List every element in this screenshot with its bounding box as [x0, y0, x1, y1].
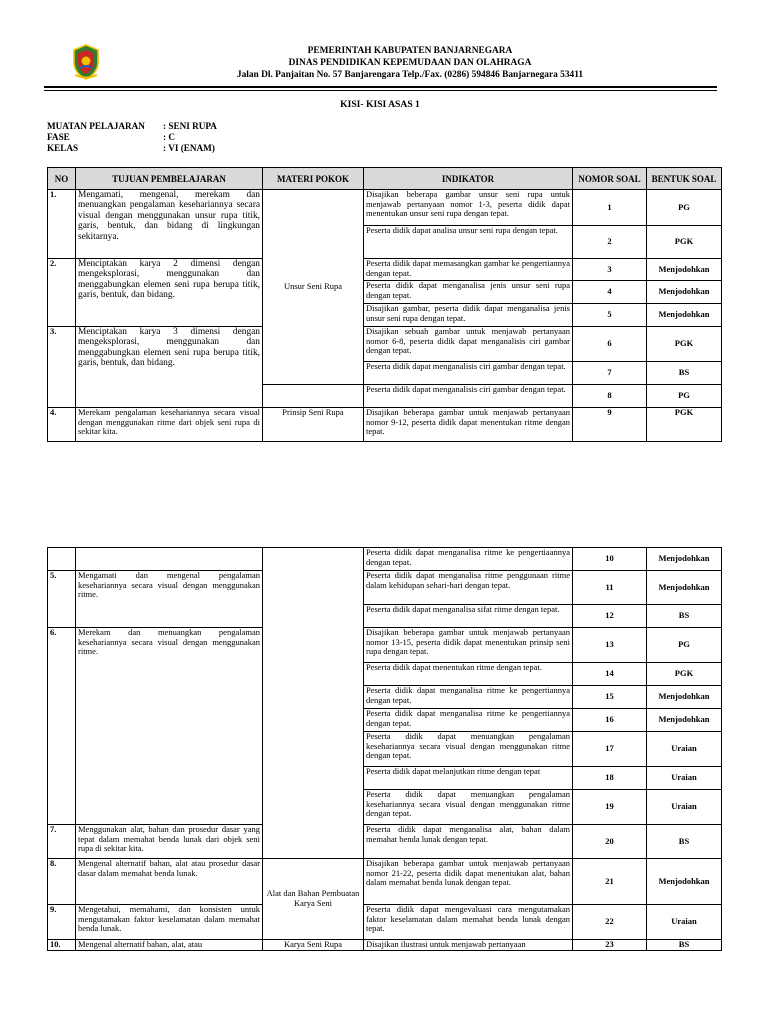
- table-row: [48, 628, 722, 663]
- question-number: 1: [573, 190, 647, 226]
- indicator: Disajikan ilustrasi untuk menjawab pertanyaan: [364, 940, 573, 951]
- tp-text: Menciptakan karya 3 dimensi dengan mengeksplorasi, menggunakan dan menggabungkan elemen seni rupa berupa titik, garis, bentuk, dan bidang.: [76, 327, 263, 408]
- meta-label: KELAS: [47, 143, 79, 153]
- question-type: Menjodohkan: [647, 281, 722, 304]
- column-header: TUJUAN PEMBELAJARAN: [76, 168, 263, 190]
- question-number: 23: [573, 940, 647, 951]
- tp-number: 7.: [48, 825, 76, 859]
- letterhead-agency: DINAS PENDIDIKAN KEPEMUDAAN DAN OLAHRAGA: [288, 58, 532, 68]
- column-header: NO: [48, 168, 76, 190]
- table-row: [48, 905, 722, 940]
- meta-value: : VI (ENAM): [163, 143, 215, 153]
- question-type: BS: [647, 362, 722, 385]
- meta-label: MUATAN PELAJARAN: [47, 121, 145, 131]
- indicator: Peserta didik dapat memasangkan gambar ke pengertiannya dengan tepat.: [364, 259, 573, 281]
- question-number: 19: [573, 790, 647, 825]
- question-number: 17: [573, 732, 647, 767]
- tp-number: 2.: [48, 259, 76, 327]
- table-row: [48, 190, 722, 226]
- letterhead-address: Jalan Dl. Panjaitan No. 57 Banjarengara Telp./Fax. (0286) 594846 Banjarnegara 53411: [236, 70, 584, 80]
- tp-number-empty: [48, 548, 76, 571]
- question-type: PGK: [647, 327, 722, 362]
- table-row: [48, 571, 722, 605]
- indicator: Peserta didik dapat menganalisis ciri gambar dengan tepat.: [364, 385, 573, 408]
- question-type: PGK: [647, 226, 722, 259]
- question-type: Uraian: [647, 732, 722, 767]
- table-row: [48, 408, 722, 442]
- letterhead-government: PEMERINTAH KABUPATEN BANJARNEGARA: [307, 46, 513, 56]
- meta-value: : SENI RUPA: [163, 121, 217, 131]
- materi-pokok: Prinsip Seni Rupa: [263, 408, 364, 442]
- document-title: KISI- KISI ASAS 1: [340, 99, 420, 110]
- question-number: 15: [573, 686, 647, 709]
- question-type: PG: [647, 628, 722, 663]
- meta-value: : C: [163, 132, 175, 142]
- tp-number: 10.: [48, 940, 76, 951]
- indicator: Peserta didik dapat analisa unsur seni rupa dengan tepat.: [364, 226, 573, 259]
- question-type: Uraian: [647, 767, 722, 790]
- grid-table-part2: [47, 547, 722, 951]
- meta-label: FASE: [47, 132, 70, 142]
- tp-text: Mengamati dan mengenal pengalaman kesehariannya secara visual dengan menggunakan ritme.: [76, 571, 263, 628]
- question-type: PGK: [647, 408, 722, 442]
- tp-number: 1.: [48, 190, 76, 259]
- tp-text: Menciptakan karya 2 dimensi dengan mengeksplorasi, menggunakan dan menggabungkan elemen seni rupa berupa titik, garis, bentuk, dan bidang.: [76, 259, 263, 327]
- table-row: [48, 825, 722, 859]
- tp-text: Mengenal alternatif bahan, alat atau prosedur dasar dasar dalam memahat benda lunak.: [76, 859, 263, 905]
- table-row: [48, 327, 722, 362]
- question-type: BS: [647, 940, 722, 951]
- indicator: Disajikan sebuah gambar untuk menjawab pertanyaan nomor 6-8, peserta didik dapat menganalisis ciri gambar dengan tepat.: [364, 327, 573, 362]
- materi-pokok-empty: [263, 548, 364, 859]
- question-number: 16: [573, 709, 647, 732]
- indicator: Peserta didik dapat melanjutkan ritme dengan tepat: [364, 767, 573, 790]
- question-number: 9: [573, 408, 647, 442]
- letterhead-rule-thin: [44, 90, 717, 91]
- question-number: 14: [573, 663, 647, 686]
- question-number: 7: [573, 362, 647, 385]
- column-header: NOMOR SOAL: [573, 168, 647, 190]
- indicator: Peserta didik dapat menganalisa ritme ke pengertiannya dengan tepat.: [364, 709, 573, 732]
- column-header: MATERI POKOK: [263, 168, 364, 190]
- indicator: Peserta didik dapat menganalisa alat, bahan dalam memahat benda lunak dengan tepat.: [364, 825, 573, 859]
- question-type: Menjodohkan: [647, 686, 722, 709]
- materi-pokok: Karya Seni Rupa: [263, 940, 364, 951]
- tp-text: Menggunakan alat, bahan dan prosedur dasar yang tepat dalam memahat benda lunak dari objek seni rupa di sekitar kita.: [76, 825, 263, 859]
- question-type: Menjodohkan: [647, 304, 722, 327]
- materi-pokok-empty: [263, 385, 364, 408]
- indicator: Peserta didik dapat menganalisis ciri gambar dengan tepat.: [364, 362, 573, 385]
- tp-number: 8.: [48, 859, 76, 905]
- tp-text-empty: [76, 548, 263, 571]
- tp-text: Mengetahui, memahami, dan konsisten untuk mengutamakan faktor keselamatan dalam memahat benda lunak.: [76, 905, 263, 940]
- indicator: Peserta didik dapat menganalisa jenis unsur seni rupa dengan tepat.: [364, 281, 573, 304]
- question-type: Menjodohkan: [647, 709, 722, 732]
- question-type: PG: [647, 385, 722, 408]
- question-type: Menjodohkan: [647, 548, 722, 571]
- question-type: Uraian: [647, 905, 722, 940]
- materi-pokok: Unsur Seni Rupa: [263, 190, 364, 385]
- question-type: Uraian: [647, 790, 722, 825]
- materi-pokok: Alat dan Bahan Pembuatan Karya Seni: [263, 859, 364, 940]
- question-number: 4: [573, 281, 647, 304]
- column-header: INDIKATOR: [364, 168, 573, 190]
- indicator: Disajikan gambar, peserta didik dapat menganalisa jenis unsur seni rupa dengan tepat.: [364, 304, 573, 327]
- indicator: Peserta didik dapat menentukan ritme dengan tepat.: [364, 663, 573, 686]
- question-type: PGK: [647, 663, 722, 686]
- indicator: Peserta didik dapat menganalisa ritme penggunaan ritme dalam kehidupan sehari-hari dengan tepat.: [364, 571, 573, 605]
- tp-text: Mengamati, mengenal, merekam dan menuangkan pengalaman kesehariannya secara visual dengan menggunakan unsur rupa titik, garis, bentuk, dan bidang di lingkungan sekitarnya.: [76, 190, 263, 259]
- table-row: [48, 548, 722, 571]
- indicator: Peserta didik dapat menuangkan pengalaman kesehariannya secara visual dengan menggunakan ritme dengan tepat.: [364, 790, 573, 825]
- question-number: 6: [573, 327, 647, 362]
- indicator: Disajikan beberapa gambar untuk menjawab pertanyaan nomor 13-15, peserta didik dapat menentukan prinsip seni rupa dengan tepat.: [364, 628, 573, 663]
- table-row: [48, 859, 722, 905]
- table-row: [48, 940, 722, 951]
- question-number: 18: [573, 767, 647, 790]
- tp-number: 9.: [48, 905, 76, 940]
- tp-number: 6.: [48, 628, 76, 825]
- question-number: 21: [573, 859, 647, 905]
- indicator: Peserta didik dapat menganalisa ritme ke pengertiannya dengan tepat.: [364, 686, 573, 709]
- question-number: 10: [573, 548, 647, 571]
- question-type: BS: [647, 825, 722, 859]
- question-type: BS: [647, 605, 722, 628]
- tp-number: 3.: [48, 327, 76, 408]
- subject-info: [47, 121, 217, 154]
- regency-emblem-logo: [71, 44, 101, 80]
- letterhead-rule-thick: [44, 86, 717, 88]
- grid-table-part1: [47, 167, 722, 442]
- question-number: 8: [573, 385, 647, 408]
- table-header-row: [48, 168, 722, 190]
- indicator: Peserta didik dapat mengevaluasi cara mengutamakan faktor keselamatan dalam memahat benda lunak dengan tepat.: [364, 905, 573, 940]
- question-type: PG: [647, 190, 722, 226]
- question-number: 22: [573, 905, 647, 940]
- question-number: 11: [573, 571, 647, 605]
- question-number: 3: [573, 259, 647, 281]
- indicator: Peserta didik dapat menuangkan pengalaman kesehariannya secara visual dengan menggunakan ritme dengan tepat.: [364, 732, 573, 767]
- tp-text: Merekam dan menuangkan pengalaman kesehariannya secara visual dengan menggunakan ritme.: [76, 628, 263, 825]
- tp-number: 5.: [48, 571, 76, 628]
- column-header: BENTUK SOAL: [647, 168, 722, 190]
- tp-text: Merekam pengalaman kesehariannya secara visual dengan menggunakan ritme dari objek seni rupa di sekitar kita.: [76, 408, 263, 442]
- table-row: [48, 259, 722, 281]
- question-type: Menjodohkan: [647, 571, 722, 605]
- indicator: Disajikan beberapa gambar untuk menjawab pertanyaan nomor 21-22, peserta didik dapat menentukan alat, bahan dalam memahat benda lunak dengan tepat.: [364, 859, 573, 905]
- question-number: 13: [573, 628, 647, 663]
- letterhead: [180, 45, 640, 81]
- indicator: Disajikan beberapa gambar untuk menjawab pertanyaan nomor 9-12, peserta didik dapat menentukan ritme dengan tepat.: [364, 408, 573, 442]
- question-type: Menjodohkan: [647, 259, 722, 281]
- tp-text: Mengenal alternatif bahan, alat, atau: [76, 940, 263, 951]
- question-number: 2: [573, 226, 647, 259]
- question-number: 12: [573, 605, 647, 628]
- question-number: 20: [573, 825, 647, 859]
- question-number: 5: [573, 304, 647, 327]
- indicator: Peserta didik dapat menganalisa sifat ritme dengan tepat.: [364, 605, 573, 628]
- indicator: Peserta didik dapat menganalisa ritme ke pengertiaannya dengan tepat.: [364, 548, 573, 571]
- tp-number: 4.: [48, 408, 76, 442]
- indicator: Disajikan beberapa gambar unsur seni rupa untuk menjawab pertanyaan nomor 1-3, peserta didik dapat menentukan unsur seni rupa dengan tepat.: [364, 190, 573, 226]
- question-type: Menjodohkan: [647, 859, 722, 905]
